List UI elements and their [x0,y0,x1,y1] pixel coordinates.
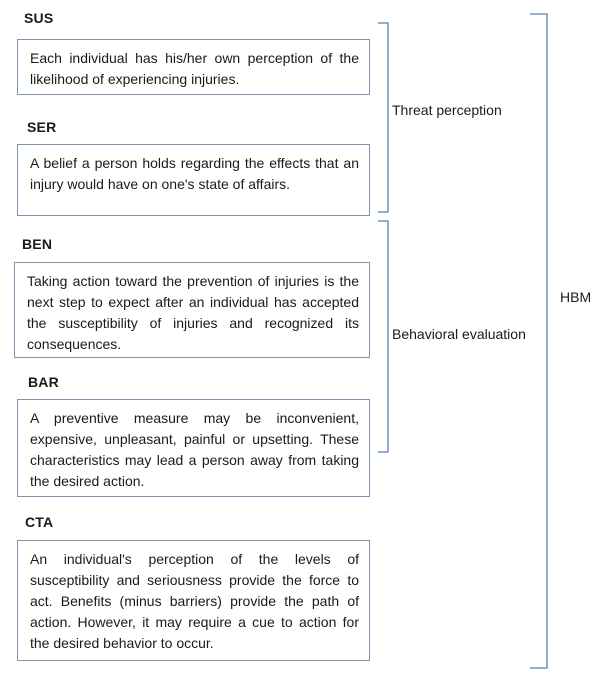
construct-description-sus: Each individual has his/her own perception of the likelihood of experiencing injuries. [30,50,359,87]
construct-label-bar: BAR [28,374,59,390]
bracket-behavioral-evaluation [378,221,388,452]
construct-label-cta: CTA [25,514,54,530]
group-label-behavioral-evaluation: Behavioral evaluation [392,326,526,342]
construct-description-ben: Taking action toward the prevention of injuries is the next step to expect after an individual has accepted the susceptibility of injuries and recognized its consequences. [27,273,359,352]
group-label-hbm: HBM [560,289,592,305]
group-label-threat-perception: Threat perception [392,102,502,118]
construct-label-ser: SER [27,119,57,135]
construct-description-ser: A belief a person holds regarding the effects that an injury would have on one's state of affairs. [30,155,359,192]
construct-description-cta: An individual's perception of the levels of susceptibility and seriousness provide the force to act. Benefits (minus barriers) provide the path of action. However, it may require a cue to action for the desired behavior to occur. [30,551,359,651]
construct-label-sus: SUS [24,10,54,26]
bracket-hbm [530,14,547,668]
bracket-threat-perception [378,23,388,212]
construct-description-bar: A preventive measure may be inconvenient, expensive, unpleasant, painful or upsetting. These characteristics may lead a person away from taking the desired action. [30,410,359,489]
construct-label-ben: BEN [22,236,53,252]
